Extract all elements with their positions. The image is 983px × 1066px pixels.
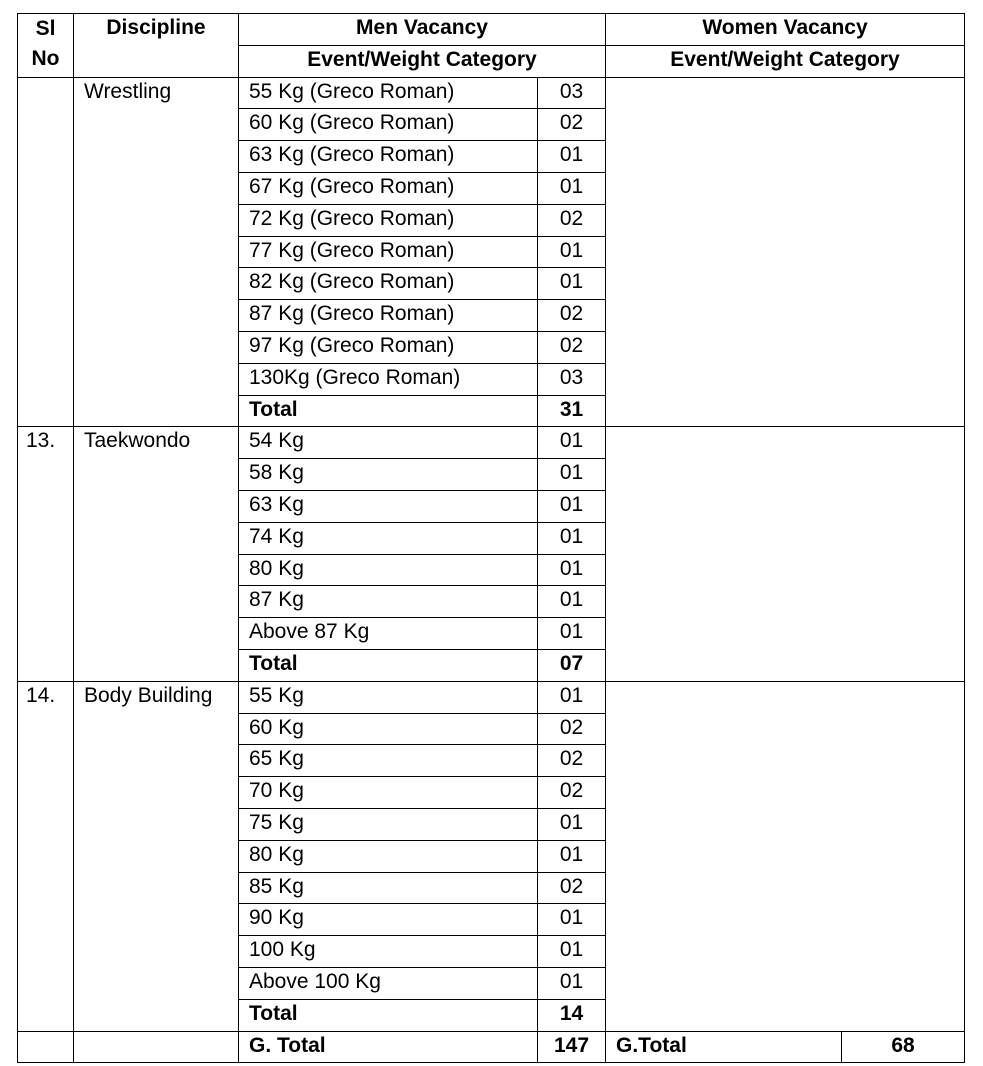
vacancy-table-body: [18, 14, 965, 1063]
vacancy-cell: 02: [538, 109, 606, 141]
category-cell: 80 Kg: [239, 554, 538, 586]
category-cell: 67 Kg (Greco Roman): [239, 172, 538, 204]
discipline-cell: Taekwondo: [74, 427, 239, 681]
vacancy-cell: 03: [538, 77, 606, 109]
women-vacancy-empty-cell: [606, 77, 965, 427]
category-cell: 55 Kg: [239, 681, 538, 713]
sl-no-cell: 14.: [18, 681, 74, 1031]
category-cell: 82 Kg (Greco Roman): [239, 268, 538, 300]
category-cell: 63 Kg (Greco Roman): [239, 141, 538, 173]
category-cell: 65 Kg: [239, 745, 538, 777]
vacancy-cell: 03: [538, 363, 606, 395]
table-row: [18, 77, 965, 109]
vacancy-table: [17, 13, 965, 1063]
category-cell: Above 100 Kg: [239, 967, 538, 999]
discipline-cell: Wrestling: [74, 77, 239, 427]
sl-no-cell: 13.: [18, 427, 74, 681]
vacancy-cell: 01: [538, 459, 606, 491]
women-grand-total-value: 68: [842, 1031, 965, 1063]
category-cell: 87 Kg: [239, 586, 538, 618]
vacancy-cell: 01: [538, 618, 606, 650]
category-cell: 80 Kg: [239, 840, 538, 872]
grand-total-sl-empty-cell: [18, 1031, 74, 1063]
men-grand-total-value: 147: [538, 1031, 606, 1063]
total-value-cell: 14: [538, 999, 606, 1031]
total-label-cell: Total: [239, 395, 538, 427]
category-cell: 74 Kg: [239, 522, 538, 554]
category-cell: 75 Kg: [239, 808, 538, 840]
vacancy-cell: 01: [538, 141, 606, 173]
vacancy-cell: 01: [538, 490, 606, 522]
grand-total-discipline-empty-cell: [74, 1031, 239, 1063]
women-vacancy-header: Women Vacancy: [606, 14, 965, 46]
men-event-category-header: Event/Weight Category: [239, 45, 606, 77]
vacancy-cell: 02: [538, 745, 606, 777]
vacancy-cell: 01: [538, 936, 606, 968]
vacancy-cell: 01: [538, 967, 606, 999]
category-cell: 97 Kg (Greco Roman): [239, 331, 538, 363]
vacancy-cell: 02: [538, 204, 606, 236]
discipline-header: Discipline: [74, 14, 239, 78]
vacancy-cell: 01: [538, 904, 606, 936]
grand-total-row: [18, 1031, 965, 1063]
vacancy-cell: 02: [538, 300, 606, 332]
category-cell: 55 Kg (Greco Roman): [239, 77, 538, 109]
category-cell: 58 Kg: [239, 459, 538, 491]
sl-no-header: [18, 14, 74, 78]
vacancy-cell: 01: [538, 586, 606, 618]
vacancy-cell: 01: [538, 427, 606, 459]
sl-no-header-line-2: No: [31, 47, 60, 70]
category-cell: 130Kg (Greco Roman): [239, 363, 538, 395]
women-event-category-header: Event/Weight Category: [606, 45, 965, 77]
category-cell: 54 Kg: [239, 427, 538, 459]
category-cell: 90 Kg: [239, 904, 538, 936]
table-row: [18, 681, 965, 713]
vacancy-cell: 01: [538, 840, 606, 872]
vacancy-cell: 01: [538, 808, 606, 840]
vacancy-cell: 01: [538, 172, 606, 204]
total-value-cell: 31: [538, 395, 606, 427]
vacancy-cell: 01: [538, 554, 606, 586]
men-grand-total-label: G. Total: [239, 1031, 538, 1063]
vacancy-cell: 01: [538, 268, 606, 300]
category-cell: 60 Kg (Greco Roman): [239, 109, 538, 141]
women-vacancy-empty-cell: [606, 681, 965, 1031]
sl-no-cell: [18, 77, 74, 427]
women-grand-total-label: G.Total: [606, 1031, 842, 1063]
category-cell: 70 Kg: [239, 777, 538, 809]
category-cell: 63 Kg: [239, 490, 538, 522]
vacancy-cell: 01: [538, 522, 606, 554]
table-row: [18, 427, 965, 459]
total-value-cell: 07: [538, 649, 606, 681]
total-label-cell: Total: [239, 649, 538, 681]
category-cell: 60 Kg: [239, 713, 538, 745]
category-cell: Above 87 Kg: [239, 618, 538, 650]
discipline-cell: Body Building: [74, 681, 239, 1031]
header-row-1: [18, 14, 965, 46]
men-vacancy-header: Men Vacancy: [239, 14, 606, 46]
vacancy-cell: 02: [538, 777, 606, 809]
category-cell: 72 Kg (Greco Roman): [239, 204, 538, 236]
women-vacancy-empty-cell: [606, 427, 965, 681]
category-cell: 87 Kg (Greco Roman): [239, 300, 538, 332]
sl-no-header-line-1: Sl: [35, 17, 56, 40]
vacancy-cell: 02: [538, 331, 606, 363]
category-cell: 77 Kg (Greco Roman): [239, 236, 538, 268]
category-cell: 85 Kg: [239, 872, 538, 904]
vacancy-cell: 02: [538, 872, 606, 904]
vacancy-cell: 01: [538, 236, 606, 268]
vacancy-cell: 01: [538, 681, 606, 713]
vacancy-cell: 02: [538, 713, 606, 745]
total-label-cell: Total: [239, 999, 538, 1031]
category-cell: 100 Kg: [239, 936, 538, 968]
